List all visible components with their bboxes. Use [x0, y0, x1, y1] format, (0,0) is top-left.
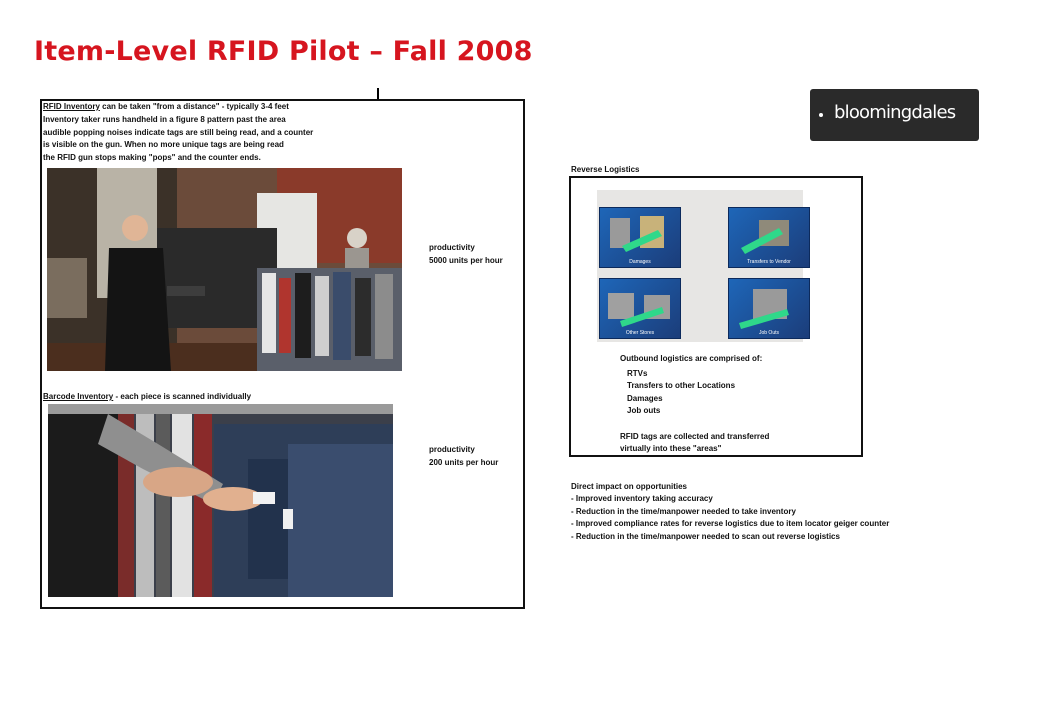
rfid-transfer-note: RFID tags are collected and transferred — [620, 432, 770, 441]
outbound-heading: Outbound logistics are comprised of: — [620, 354, 763, 363]
bloomingdales-logo — [810, 89, 979, 141]
tile-label: Transfers to Vendor — [747, 259, 791, 265]
page-title: Item-Level RFID Pilot – Fall 2008 — [34, 36, 533, 67]
reverse-logistics-panel — [569, 176, 863, 457]
barcode-productivity-value: 200 units per hour — [429, 458, 499, 467]
tile-label: Other Stores — [625, 330, 655, 336]
rfid-heading-line — [43, 101, 289, 113]
rfid-line: Inventory taker runs handheld in a figure 8 pattern past the area — [43, 115, 286, 124]
outbound-item: Job outs — [627, 406, 661, 415]
barcode-heading-rest: - each piece is scanned individually — [115, 392, 252, 401]
rfid-heading-rest: can be taken "from a distance" - typically 3-4 feet — [102, 102, 289, 111]
outbound-item: RTVs — [627, 369, 648, 378]
impact-item: - Reduction in the time/manpower needed to take inventory — [571, 507, 796, 516]
barcode-heading-line — [43, 391, 251, 403]
rfid-productivity-label: productivity — [429, 243, 475, 252]
reverse-logistics-heading: Reverse Logistics — [571, 165, 640, 174]
logistics-tile — [728, 207, 810, 268]
inventory-comparison-panel — [40, 99, 525, 609]
rfid-line: is visible on the gun. When no more unique tags are being read — [43, 140, 284, 149]
barcode-productivity-label: productivity — [429, 445, 475, 454]
logo-text: bloomingdales — [834, 102, 956, 123]
rfid-inventory-photo — [47, 168, 402, 371]
logistics-tile — [599, 207, 681, 268]
impact-heading: Direct impact on opportunities — [571, 482, 688, 491]
rfid-line: audible popping noises indicate tags are still being read, and a counter — [43, 128, 314, 137]
logistics-areas-graphic — [597, 190, 803, 342]
logistics-tile — [728, 278, 810, 339]
rfid-transfer-note: virtually into these "areas" — [620, 444, 722, 453]
tile-label: Damages — [629, 259, 651, 265]
barcode-inventory-photo — [48, 404, 393, 597]
rfid-line: the RFID gun stops making "pops" and the counter ends. — [43, 153, 261, 162]
impact-item: - Improved compliance rates for reverse logistics due to item locator geiger counter — [571, 519, 890, 528]
outbound-item: Transfers to other Locations — [627, 381, 736, 390]
impact-item: - Improved inventory taking accuracy — [571, 494, 713, 503]
impact-item: - Reduction in the time/manpower needed to scan out reverse logistics — [571, 532, 840, 541]
barcode-heading: Barcode Inventory — [43, 392, 114, 401]
outbound-item: Damages — [627, 394, 663, 403]
rfid-productivity-value: 5000 units per hour — [429, 256, 503, 265]
tile-label: Job Outs — [758, 330, 779, 336]
logistics-tile — [599, 278, 681, 339]
logo-dot — [819, 113, 823, 117]
rfid-heading: RFID Inventory — [43, 102, 100, 111]
